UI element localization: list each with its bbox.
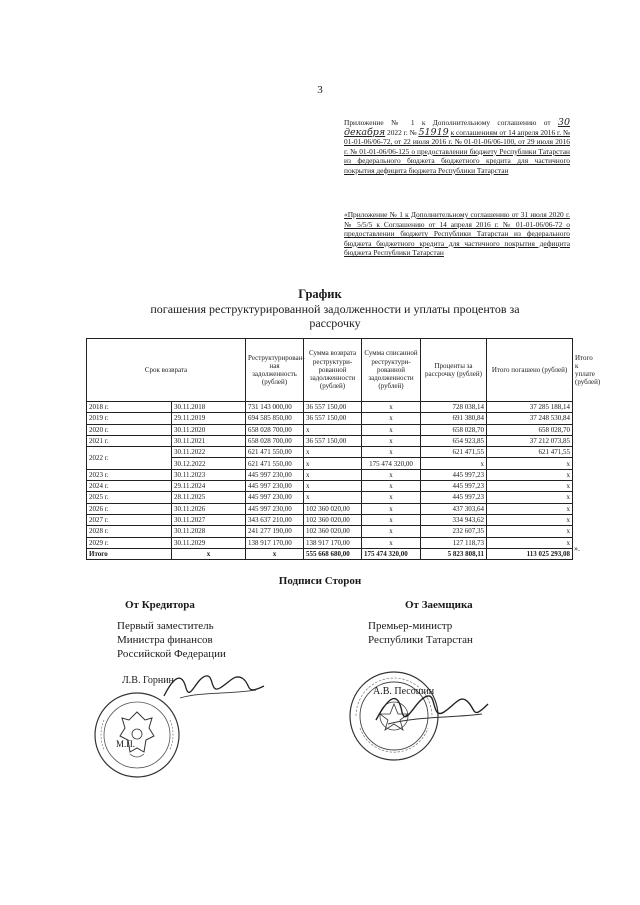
cell-date: 30.11.2021 [172, 435, 246, 446]
page-number: 3 [317, 84, 323, 96]
repayment-schedule-table [86, 338, 601, 560]
table-row [87, 537, 573, 548]
total-written-off-amount: 175 474 320,00 [362, 548, 421, 559]
cell-interest: 445 997,23 [421, 492, 487, 503]
cell-restructured-debt: 343 637 210,00 [246, 514, 304, 525]
cell-year: 2018 г. [87, 402, 172, 413]
cell-date: 30.11.2028 [172, 526, 246, 537]
cell-written-off-amount: 175 474 320,00 [362, 458, 421, 469]
cell-restructured-debt: 731 143 000,00 [246, 402, 304, 413]
cell-year: 2029 г. [87, 537, 172, 548]
cell-restructured-debt: 138 917 170,00 [246, 537, 304, 548]
prior-appendix-note [344, 210, 570, 258]
cell-date: 29.11.2019 [172, 413, 246, 424]
cell-restructured-debt: 621 471 550,00 [246, 447, 304, 458]
cell-interest: 232 607,35 [421, 526, 487, 537]
cell-year: 2023 г. [87, 469, 172, 480]
cell-interest: 127 118,73 [421, 537, 487, 548]
closing-quote: ». [574, 544, 580, 553]
cell-year: 2027 г. [87, 514, 172, 525]
handwritten-date: 30 декабря [344, 117, 570, 138]
table-row [87, 514, 573, 525]
cell-total-paid: 37 248 530,84 [487, 413, 573, 424]
document-title: График [298, 287, 342, 301]
appendix-header [344, 118, 570, 176]
cell-total-paid: x [487, 514, 573, 525]
cell-written-off-amount: x [362, 402, 421, 413]
cell-restructured-debt: 445 997 230,00 [246, 481, 304, 492]
cell-total-paid: x [487, 503, 573, 514]
stamp-place-label: М.П. [116, 739, 136, 749]
cell-total-paid: x [487, 492, 573, 503]
prior-appendix-text: «Приложение № 1 к Дополнительному соглашению от 31 июля 2020 г. № 5/5/5 к Соглашению от 14 апреля 2016 г. № 01-01-06/06-72 о предоставлении бюджету Республики Татарстан из федерального бюджета бюджетного кредита для частичного покрытия дефицита бюджета Республики Татарстан [344, 210, 570, 258]
cell-total-paid: x [487, 537, 573, 548]
cell-total-paid: x [487, 469, 573, 480]
cell-date: 29.11.2024 [172, 481, 246, 492]
table-row [87, 424, 573, 435]
cell-date: 30.11.2018 [172, 402, 246, 413]
cell-year: 2019 г. [87, 413, 172, 424]
appendix-year: 2022 г. № [387, 127, 417, 137]
cell-total-paid: x [487, 458, 573, 469]
table-row [87, 435, 573, 446]
cell-interest: 445 997,23 [421, 469, 487, 480]
cell-written-off-amount: x [362, 435, 421, 446]
cell-total-paid: 37 285 188,14 [487, 402, 573, 413]
cell-returned-amount: 102 360 020,00 [304, 503, 362, 514]
signatures-heading: Подписи Сторон [278, 575, 362, 587]
handwritten-number: 51919 [418, 126, 449, 138]
cell-written-off-amount: x [362, 469, 421, 480]
cell-returned-amount: 138 917 170,00 [304, 537, 362, 548]
cell-total-paid: 621 471,55 [487, 447, 573, 458]
cell-restructured-debt: 445 997 230,00 [246, 503, 304, 514]
cell-year: 2022 г. [87, 447, 172, 470]
total-label: Итого [87, 548, 172, 559]
creditor-position-line: Первый заместитель [117, 620, 214, 632]
table-header-row: Срок возврата Реструктурирован-ная задолженность (рублей) Сумма возврата реструктури-рованной задолженности (рублей) Сумма списанной реструктури-рованной задолженности (рублей) Проценты за рассрочку (рублей) Итого погашено (рублей) Итого к уплате (рублей) [87, 339, 573, 402]
creditor-signatory-name: Л.В. Горнин [122, 675, 174, 686]
cell-year: 2025 г. [87, 492, 172, 503]
appendix-prefix: Приложение № 1 к Дополнительному соглашению от [344, 118, 551, 127]
cell-interest: 621 471,55 [421, 447, 487, 458]
cell-year: 2026 г. [87, 503, 172, 514]
cell-date: 30.11.2022 [172, 447, 246, 458]
header-total-paid: Итого погашено (рублей) [487, 339, 573, 402]
cell-interest: 654 923,85 [421, 435, 487, 446]
cell-interest: 334 943,62 [421, 514, 487, 525]
cell-year: 2028 г. [87, 526, 172, 537]
borrower-label: От Заемщика [405, 599, 473, 611]
cell-restructured-debt: 445 997 230,00 [246, 469, 304, 480]
borrower-position [368, 619, 473, 647]
cell-interest: 691 380,84 [421, 413, 487, 424]
cell-date: 30.11.2023 [172, 469, 246, 480]
cell-written-off-amount: x [362, 413, 421, 424]
cell-total-paid: 658 028,70 [487, 424, 573, 435]
cell-returned-amount: 36 557 150,00 [304, 435, 362, 446]
table-row [87, 492, 573, 503]
table-row [87, 469, 573, 480]
cell-restructured-debt: 658 028 700,00 [246, 424, 304, 435]
cell-year: 2020 г. [87, 424, 172, 435]
total-returned-amount: 555 668 680,00 [304, 548, 362, 559]
total-date: x [172, 548, 246, 559]
creditor-position [117, 619, 226, 661]
table-row [87, 481, 573, 492]
cell-written-off-amount: x [362, 447, 421, 458]
cell-written-off-amount: x [362, 503, 421, 514]
cell-returned-amount: 102 360 020,00 [304, 526, 362, 537]
cell-interest: x [421, 458, 487, 469]
cell-date: 30.11.2026 [172, 503, 246, 514]
cell-date: 30.11.2020 [172, 424, 246, 435]
cell-year: 2024 г. [87, 481, 172, 492]
borrower-signatory-name: А.В. Песошин [373, 686, 435, 697]
cell-year: 2021 г. [87, 435, 172, 446]
cell-returned-amount: 36 557 150,00 [304, 413, 362, 424]
table-row [87, 503, 573, 514]
cell-returned-amount: 102 360 020,00 [304, 514, 362, 525]
borrower-position-line: Республики Татарстан [368, 634, 473, 646]
header-restructured-debt: Реструктурирован-ная задолженность (рублей) [246, 339, 304, 402]
cell-restructured-debt: 241 277 190,00 [246, 526, 304, 537]
cell-interest: 445 997,23 [421, 481, 487, 492]
cell-restructured-debt: 658 028 700,00 [246, 435, 304, 446]
table-row [87, 413, 573, 424]
document-subtitle: погашения реструктурированной задолженности и уплаты процентов за рассрочку [150, 302, 520, 330]
cell-written-off-amount: x [362, 424, 421, 435]
cell-returned-amount: x [304, 492, 362, 503]
total-paid: 113 025 293,08 [487, 548, 573, 559]
header-interest: Проценты за рассрочку (рублей) [421, 339, 487, 402]
table-row [87, 447, 573, 458]
creditor-signature [160, 668, 270, 704]
table-row [87, 402, 573, 413]
cell-date: 30.11.2027 [172, 514, 246, 525]
borrower-position-line: Премьер-министр [368, 620, 453, 632]
cell-date: 30.12.2022 [172, 458, 246, 469]
cell-total-paid: 37 212 073,85 [487, 435, 573, 446]
header-term: Срок возврата [87, 339, 246, 402]
cell-returned-amount: x [304, 424, 362, 435]
cell-interest: 658 028,70 [421, 424, 487, 435]
cell-restructured-debt: 694 585 850,00 [246, 413, 304, 424]
total-interest: 5 823 808,11 [421, 548, 487, 559]
cell-total-paid: x [487, 481, 573, 492]
cell-returned-amount: x [304, 481, 362, 492]
table-row [87, 526, 573, 537]
total-restructured-debt: x [246, 548, 304, 559]
cell-returned-amount: x [304, 469, 362, 480]
cell-returned-amount: x [304, 458, 362, 469]
creditor-label: От Кредитора [125, 599, 195, 611]
cell-written-off-amount: x [362, 526, 421, 537]
cell-returned-amount: 36 557 150,00 [304, 402, 362, 413]
cell-written-off-amount: x [362, 537, 421, 548]
cell-interest: 437 303,64 [421, 503, 487, 514]
appendix-body: к соглашениям от 14 апреля 2016 г. № 01-01-06/06-72, от 22 июля 2016 г. № 01-01-06/06-100, от 29 июля 2016 г. № 01-01-06/06-125 о предоставлении бюджету Республики Татарстан из федерального бюджета бюджетного кредита для частичного покрытия дефицита бюджета Республики Татарстан [344, 127, 570, 175]
header-returned-amount: Сумма возврата реструктури-рованной задолженности (рублей) [304, 339, 362, 402]
cell-written-off-amount: x [362, 481, 421, 492]
cell-written-off-amount: x [362, 514, 421, 525]
header-written-off-amount: Сумма списанной реструктури-рованной задолженности (рублей) [362, 339, 421, 402]
cell-written-off-amount: x [362, 492, 421, 503]
cell-total-paid: x [487, 526, 573, 537]
cell-date: 28.11.2025 [172, 492, 246, 503]
table-total-row [87, 548, 573, 559]
cell-date: 30.11.2029 [172, 537, 246, 548]
cell-restructured-debt: 621 471 550,00 [246, 458, 304, 469]
cell-returned-amount: x [304, 447, 362, 458]
cell-restructured-debt: 445 997 230,00 [246, 492, 304, 503]
table-body [87, 402, 573, 560]
creditor-position-line: Российской Федерации [117, 648, 226, 660]
cell-interest: 728 038,14 [421, 402, 487, 413]
creditor-position-line: Министра финансов [117, 634, 213, 646]
